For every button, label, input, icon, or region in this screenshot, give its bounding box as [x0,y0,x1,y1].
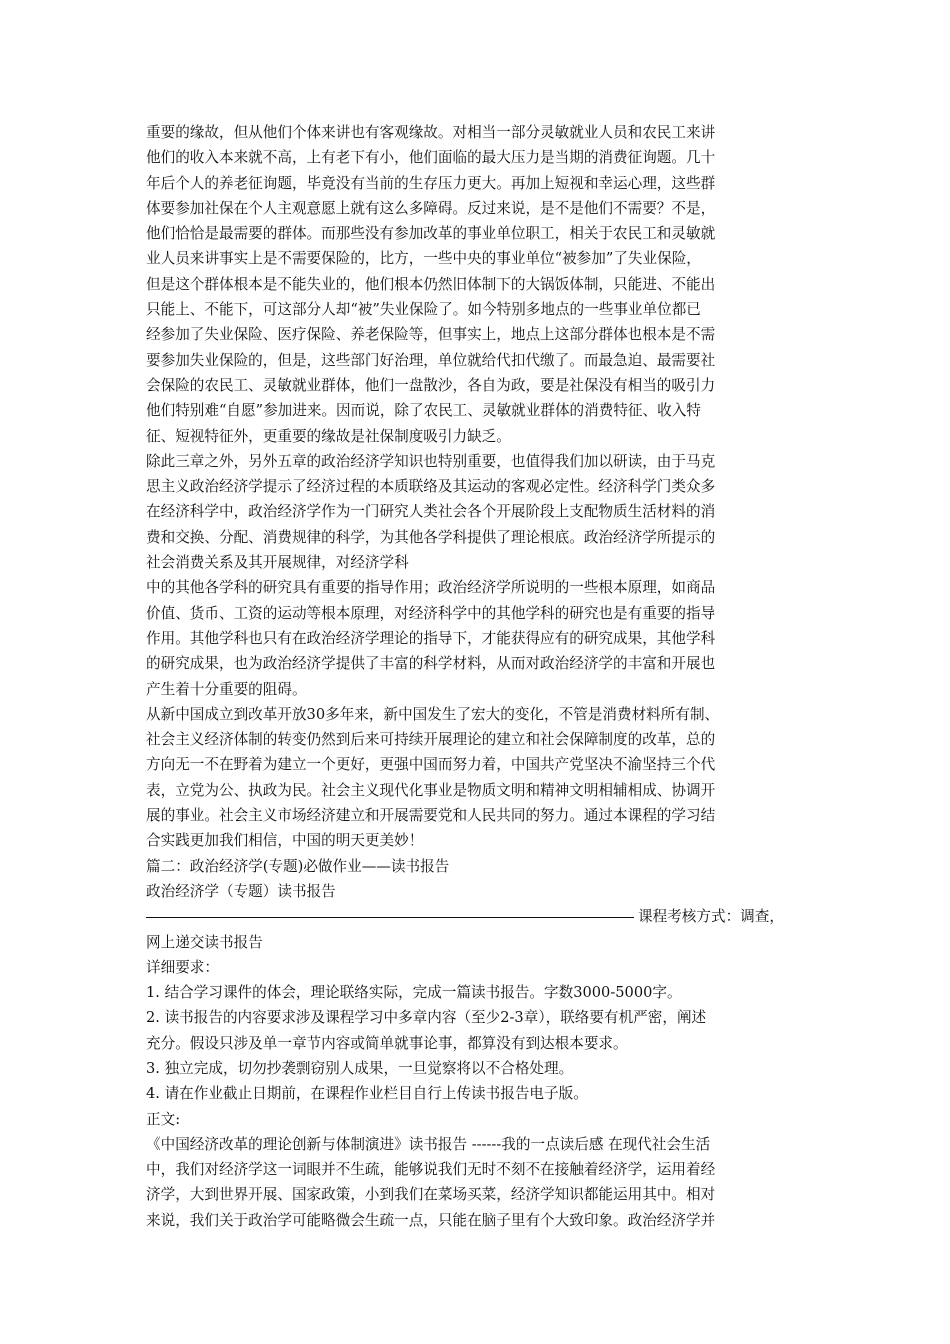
text-line: 他们恰恰是最需要的群体。而那些没有参加改革的事业单位职工，相关于农民工和灵敏就 [146,225,716,243]
text-line: 方向无一不在野着为建立一个更好，更强中国而努力着，中国共产党坚决不渝坚持三个代 [146,756,716,774]
text-line: 中的其他各学科的研究具有重要的指导作用；政治经济学所说明的一些根本原理，如商品 [146,579,716,597]
text-line: 合实践更加我们相信，中国的明天更美妙！ [146,832,424,850]
assessment-line [146,904,816,929]
text-line: 济学，大到世界开展、国家政策，小到我们在菜场买菜，经济学知识都能运用其中。相对 [146,1186,716,1204]
text-line: 3. 独立完成，切勿抄袭剽窃别人成果，一旦觉察将以不合格处理。 [146,1059,574,1077]
text-line: 年后个人的养老征询题，毕竟没有当前的生存压力更大。再加上短视和幸运心理，这些群 [146,174,716,192]
text-line: 政治经济学（专题）读书报告 [146,882,336,900]
text-line: 但是这个群体根本是不能失业的，他们根本仍然旧体制下的大锅饭体制，只能进、不能出 [146,275,716,293]
document-page [146,120,816,1233]
text-line: 他们特别难“自愿”参加进来。因而说，除了农民工、灵敏就业群体的消费特征、收入特 [146,402,701,420]
text-line: 除此三章之外，另外五章的政治经济学知识也特别重要，也值得我们加以研读，由于马克 [146,452,716,470]
text-line: 2. 读书报告的内容要求涉及课程学习中多章内容（至少2-3章），联络要有机严密，阐述 [146,1009,707,1027]
text-line: 社会消费关系及其开展规律，对经济学科 [146,554,409,572]
body-text-block-2 [146,930,816,1234]
text-line: 充分。假设只涉及单一章节内容或简单就事论事，都算没有到达根本要求。 [146,1034,628,1052]
text-line: 业人员来讲事实上是不需要保险的，比方，一些中央的事业单位“被参加”了失业保险， [146,250,701,268]
horizontal-rule [146,917,634,918]
text-line: 的研究成果，也为政治经济学提供了丰富的科学材料，从而对政治经济学的丰富和开展也 [146,655,716,673]
text-line: 作用。其他学科也只有在政治经济学理论的指导下，才能获得应有的研究成果，其他学科 [146,629,716,647]
text-line: 他们的收入本来就不高，上有老下有小，他们面临的最大压力是当期的消费征询题。几十 [146,149,716,167]
text-line: 经参加了失业保险、医疗保险、养老保险等，但事实上，地点上这部分群体也根本是不需 [146,326,716,344]
text-line: 1. 结合学习课件的体会，理论联络实际，完成一篇读书报告。字数3000-5000字。 [146,984,682,1002]
text-line: 《中国经济改革的理论创新与体制演进》读书报告 ------我的一点读后感 在现代社会生活 [146,1135,711,1153]
text-line: 篇二：政治经济学(专题)必做作业——读书报告 [146,857,450,875]
text-line: 详细要求： [146,958,219,976]
text-line: 网上递交读书报告 [146,933,263,951]
text-line: 来说，我们关于政治学可能略微会生疏一点，只能在脑子里有个大致印象。政治经济学并 [146,1211,716,1229]
text-line: 在经济科学中，政治经济学作为一门研究人类社会各个开展阶段上支配物质生活材料的消 [146,503,716,521]
body-text-block-1 [146,120,816,904]
text-line: 价值、货币、工资的运动等根本原理，对经济科学中的其他学科的研究也是有重要的指导 [146,604,716,622]
text-line: 只能上、不能下，可这部分人却“被”失业保险了。如今特别多地点的一些事业单位都已 [146,301,701,319]
text-line: 体要参加社保在个人主观意愿上就有这么多障碍。反过来说，是不是他们不需要？不是， [146,199,716,217]
text-line: 社会主义经济体制的转变仍然到后来可持续开展理论的建立和社会保障制度的改革，总的 [146,731,716,749]
text-line: 表，立党为公、执政为民。社会主义现代化事业是物质文明和精神文明相辅相成、协调开 [146,781,716,799]
text-line: 重要的缘故，但从他们个体来讲也有客观缘故。对相当一部分灵敏就业人员和农民工来讲 [146,124,716,141]
text-line: 征、短视特征外，更重要的缘故是社保制度吸引力缺乏。 [146,427,511,445]
assessment-text: 课程考核方式：调查， [638,908,784,926]
text-line: 4. 请在作业截止日期前，在课程作业栏目自行上传读书报告电子版。 [146,1085,588,1103]
text-line: 中，我们对经济学这一词眼并不生疏，能够说我们无时不刻不在接触着经济学，运用着经 [146,1161,716,1179]
text-line: 思主义政治经济学提示了经济过程的本质联络及其运动的客观必定性。经济科学门类众多 [146,478,716,496]
text-line: 从新中国成立到改革开放30多年来，新中国发生了宏大的变化，不管是消费材料所有制、 [146,705,720,723]
text-line: 费和交换、分配、消费规律的科学，为其他各学科提供了理论根底。政治经济学所提示的 [146,528,716,546]
text-line: 正文: [146,1110,181,1128]
text-line: 展的事业。社会主义市场经济建立和开展需要党和人民共同的努力。通过本课程的学习结 [146,807,716,825]
text-line: 产生着十分重要的阻碍。 [146,680,307,698]
text-line: 要参加失业保险的，但是，这些部门好治理，单位就给代扣代缴了。而最急迫、最需要社 [146,351,716,369]
text-line: 会保险的农民工、灵敏就业群体，他们一盘散沙，各自为政，要是社保没有相当的吸引力 [146,376,716,394]
